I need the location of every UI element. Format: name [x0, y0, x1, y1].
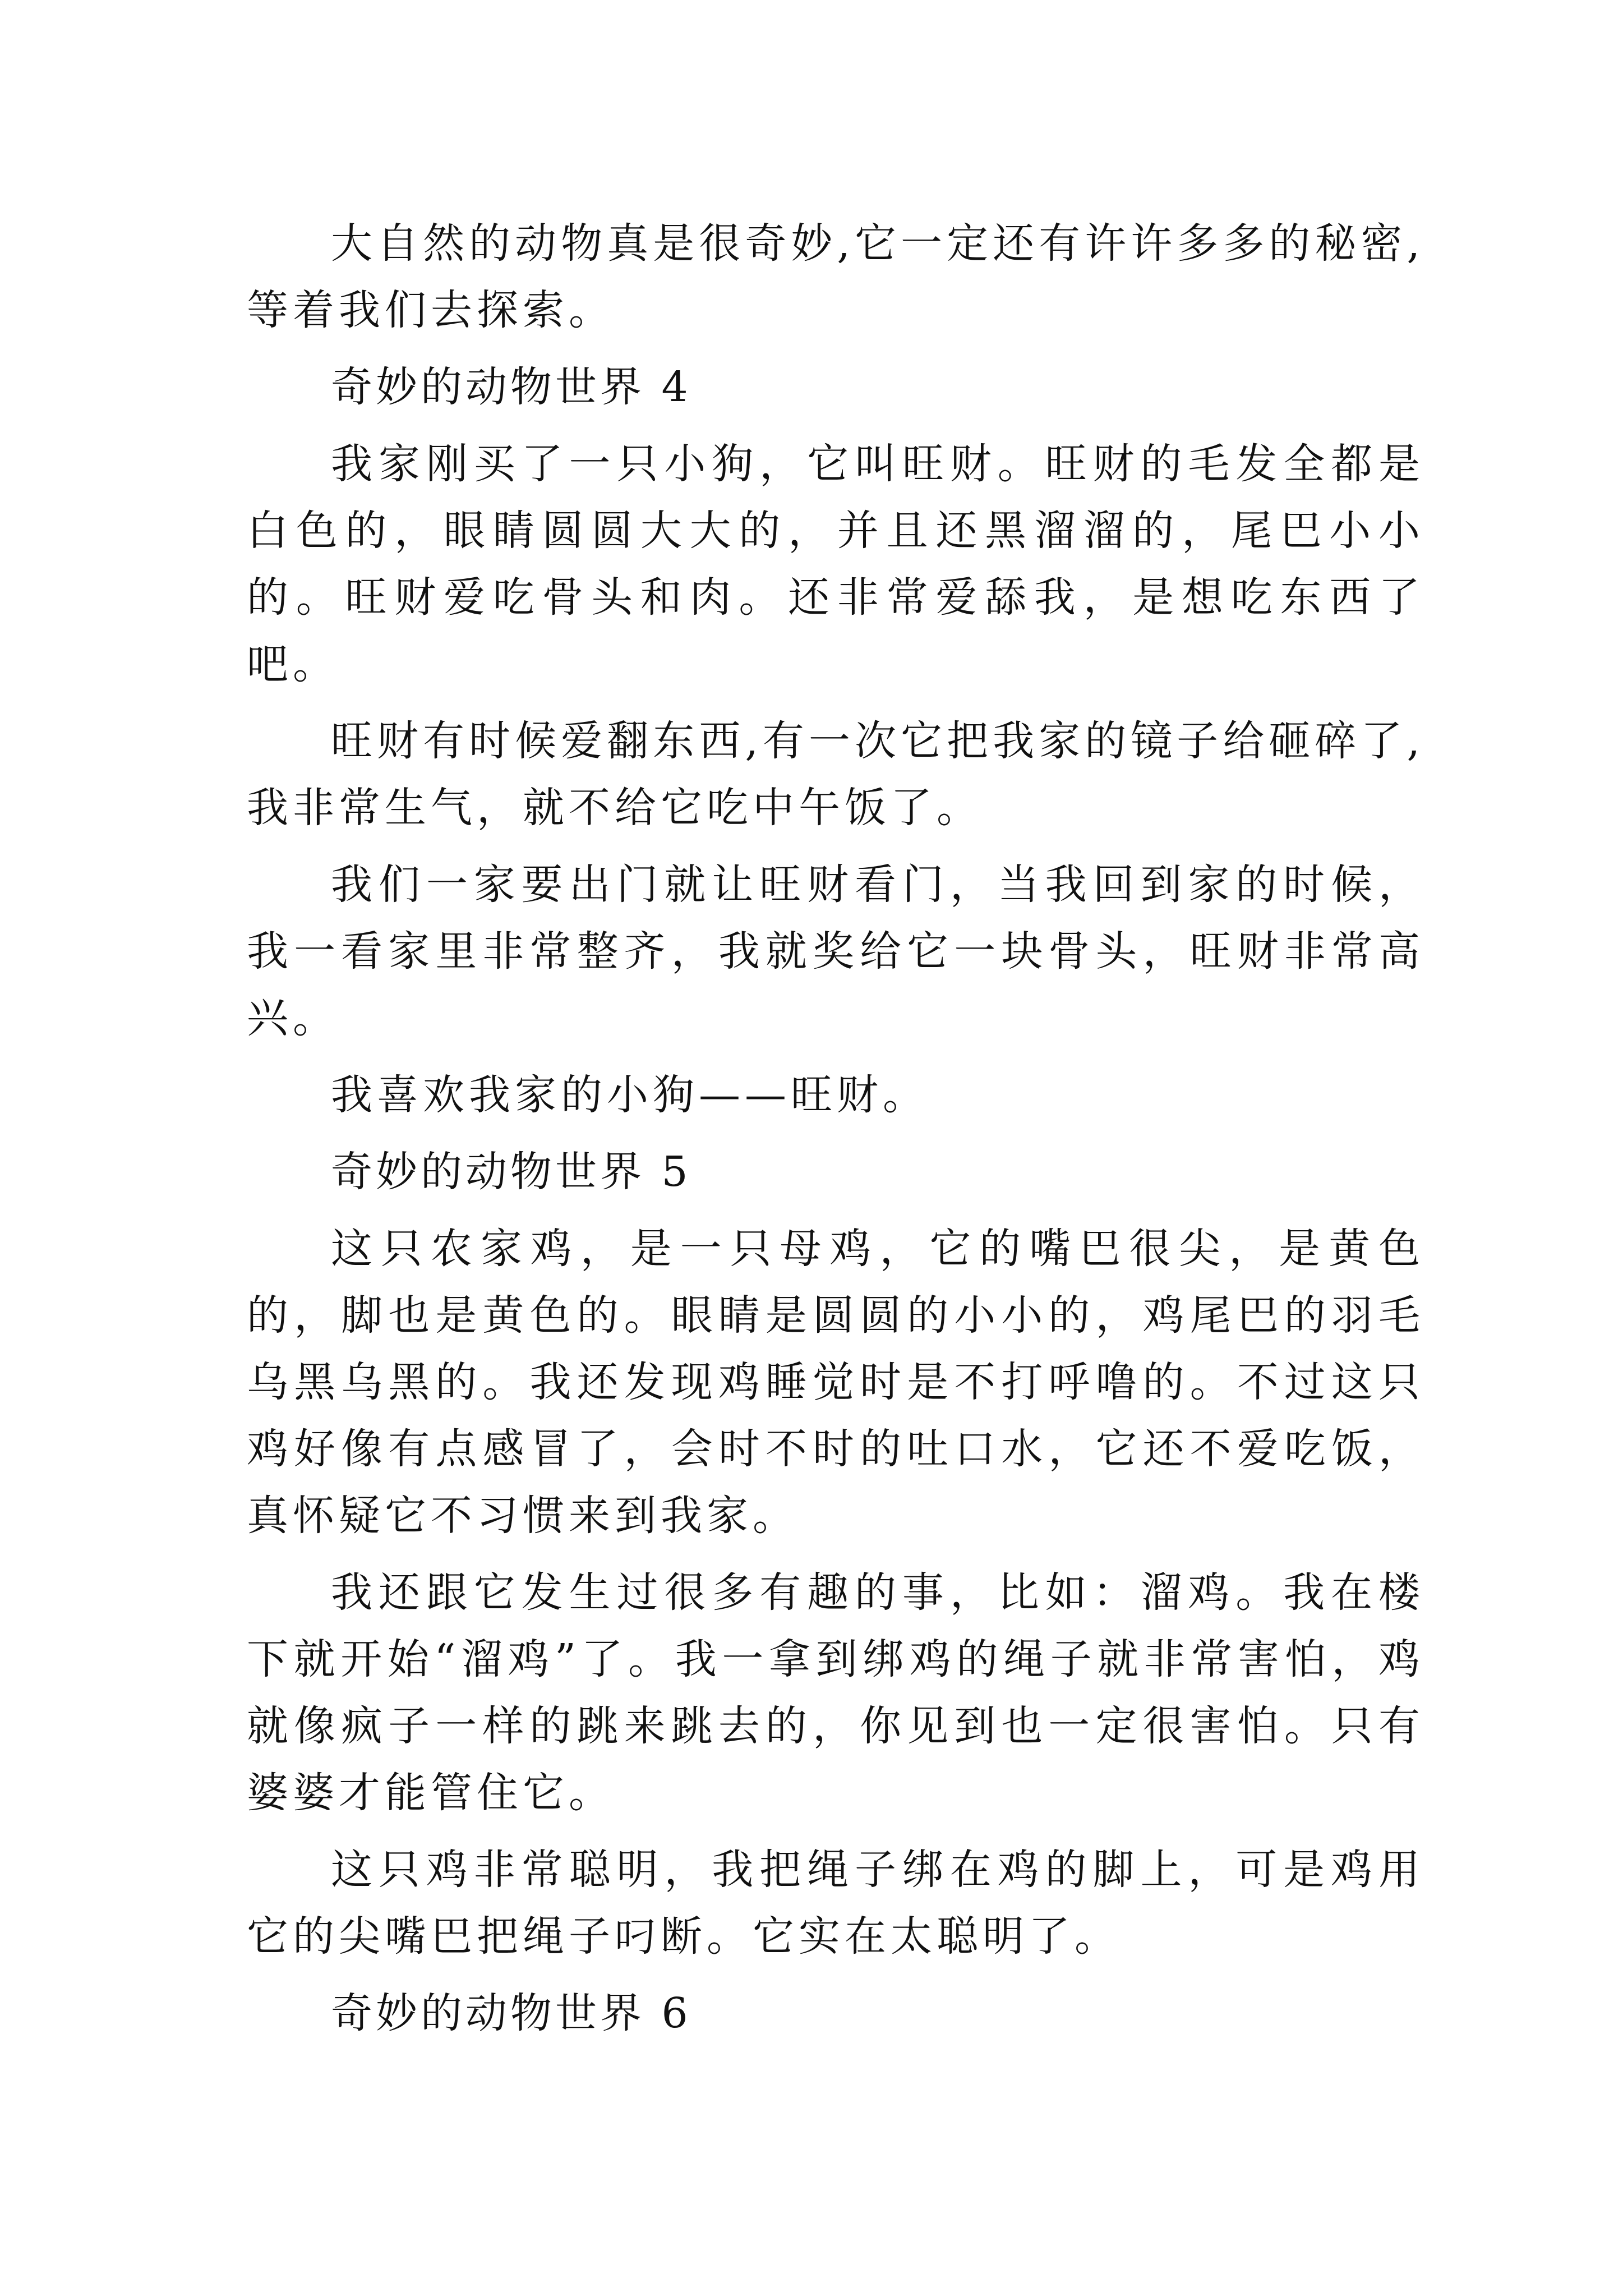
paragraph-hen-description: 这只农家鸡，是一只母鸡，它的嘴巴很尖，是黄色的，脚也是黄色的。眼睛是圆圆的小小的，鸡尾巴的羽毛乌黑乌黑的。我还发现鸡睡觉时是不打呼噜的。不过这只鸡好像有点感冒了，会时不时的吐口水，它还不爱吃饭，真怀疑它不习惯来到我家。 — [247, 1225, 1424, 1540]
paragraph-dog-mirror: 旺财有时候爱翻东西,有一次它把我家的镜子给砸碎了,我非常生气，就不给它吃中午饭了。 — [247, 717, 1424, 832]
document-body — [247, 210, 1424, 2057]
section-heading-6: 奇妙的动物世界 6 — [331, 1989, 691, 2037]
paragraph-hen-smart: 这只鸡非常聪明，我把绳子绑在鸡的脚上，可是鸡用它的尖嘴巴把绳子叼断。它实在太聪明了。 — [247, 1846, 1424, 1961]
paragraph-hen-walk: 我还跟它发生过很多有趣的事，比如：溜鸡。我在楼下就开始“溜鸡”了。我一拿到绑鸡的绳子就非常害怕，鸡就像疯子一样的跳来跳去的，你见到也一定很害怕。只有婆婆才能管住它。 — [247, 1568, 1424, 1817]
paragraph-nature-secrets: 大自然的动物真是很奇妙,它一定还有许许多多的秘密,等着我们去探索。 — [247, 219, 1424, 334]
paragraph-dog-intro: 我家刚买了一只小狗，它叫旺财。旺财的毛发全都是白色的，眼睛圆圆大大的，并且还黑溜溜的，尾巴小小的。旺财爱吃骨头和肉。还非常爱舔我，是想吃东西了吧。 — [247, 440, 1424, 688]
section-heading-5: 奇妙的动物世界 5 — [331, 1148, 691, 1196]
paragraph-dog-guard: 我们一家要出门就让旺财看门，当我回到家的时候，我一看家里非常整齐，我就奖给它一块骨头，旺财非常高兴。 — [247, 861, 1424, 1042]
section-heading-4: 奇妙的动物世界 4 — [331, 363, 691, 411]
paragraph-dog-love: 我喜欢我家的小狗——旺财。 — [331, 1071, 929, 1119]
